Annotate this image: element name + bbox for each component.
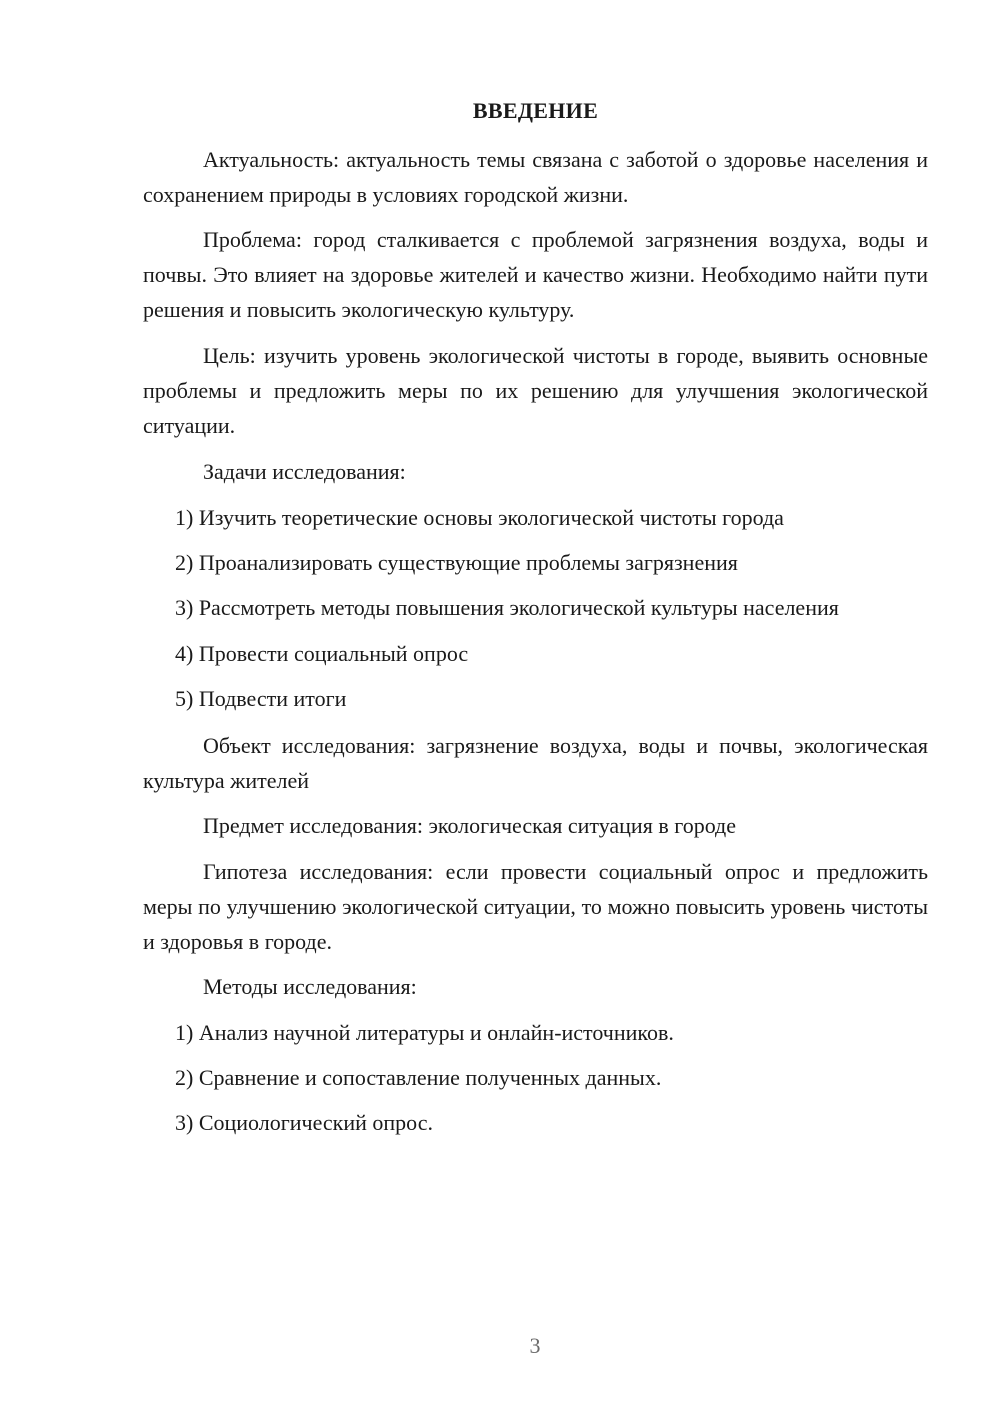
task-item: 1) Изучить теоретические основы экологической чистоты города: [175, 505, 784, 530]
page-number: 3: [529, 1333, 541, 1358]
task-item: 3) Рассмотреть методы повышения экологической культуры населения: [175, 595, 839, 620]
object-paragraph: Объект исследования: загрязнение воздуха, воды и почвы, экологическая культура жителей: [143, 733, 928, 793]
relevance-paragraph: Актуальность: актуальность темы связана с заботой о здоровье населения и сохранением природы в условиях городской жизни.: [143, 147, 928, 207]
problem-paragraph: Проблема: город сталкивается с проблемой загрязнения воздуха, воды и почвы. Это влияет на здоровье жителей и качество жизни. Необходимо найти пути решения и повысить экологическую культуру.: [143, 227, 928, 322]
task-item: 4) Провести социальный опрос: [175, 641, 469, 666]
tasks-heading: Задачи исследования:: [203, 459, 406, 484]
section-title: ВВЕДЕНИЕ: [472, 98, 599, 123]
task-item: 5) Подвести итоги: [175, 686, 347, 711]
subject-paragraph: Предмет исследования: экологическая ситуация в городе: [203, 813, 737, 838]
goal-paragraph: Цель: изучить уровень экологической чистоты в городе, выявить основные проблемы и предложить меры по их решению для улучшения экологической ситуации.: [143, 343, 928, 438]
hypothesis-paragraph: Гипотеза исследования: если провести социальный опрос и предложить меры по улучшению экологической ситуации, то можно повысить уровень чистоты и здоровья в городе.: [143, 859, 928, 954]
method-item: 1) Анализ научной литературы и онлайн-источников.: [175, 1020, 674, 1045]
task-item: 2) Проанализировать существующие проблемы загрязнения: [175, 550, 738, 575]
method-item: 2) Сравнение и сопоставление полученных данных.: [175, 1065, 662, 1090]
methods-heading: Методы исследования:: [203, 974, 417, 999]
method-item: 3) Социологический опрос.: [175, 1110, 433, 1135]
